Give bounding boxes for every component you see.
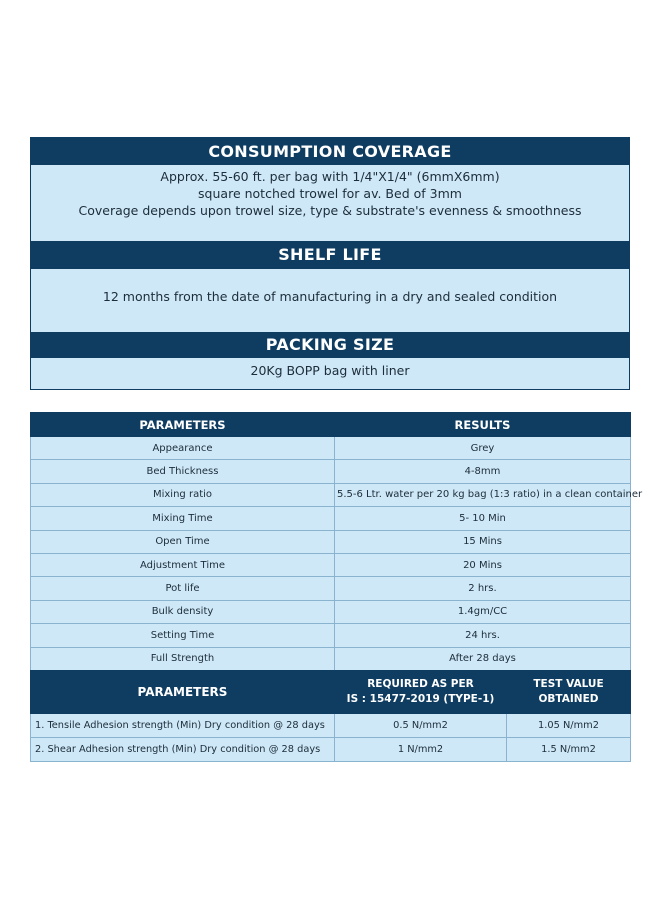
- parameter-cell: Pot life: [31, 577, 335, 600]
- results-header: RESULTS: [335, 413, 631, 437]
- table-row: [31, 437, 631, 460]
- required-header: [335, 671, 507, 714]
- parameter-cell: Bulk density: [31, 600, 335, 623]
- required-header-line: IS : 15477-2019 (TYPE-1): [346, 693, 495, 705]
- table-row: [31, 483, 631, 506]
- test-value-header-line: OBTAINED: [538, 693, 599, 705]
- required-value-cell: 1 N/mm2: [335, 738, 507, 762]
- test-value-cell: 1.05 N/mm2: [507, 714, 631, 738]
- required-value-cell: 0.5 N/mm2: [335, 714, 507, 738]
- product-info-panel: [30, 137, 630, 390]
- parameter-cell: Full Strength: [31, 647, 335, 670]
- table-row: [31, 530, 631, 553]
- parameter-cell: Setting Time: [31, 624, 335, 647]
- consumption-line: Coverage depends upon trowel size, type & substrate's evenness & smoothness: [78, 203, 582, 218]
- result-cell: 24 hrs.: [335, 624, 631, 647]
- table-header-row: [31, 413, 631, 437]
- packing-size-heading: PACKING SIZE: [31, 332, 629, 358]
- result-cell: 15 Mins: [335, 530, 631, 553]
- parameter-cell: Mixing Time: [31, 507, 335, 530]
- parameter-cell: Bed Thickness: [31, 460, 335, 483]
- parameter-cell: Mixing ratio: [31, 483, 335, 506]
- table-row: [31, 738, 631, 762]
- consumption-line: square notched trowel for av. Bed of 3mm: [198, 186, 462, 201]
- result-cell: 5- 10 Min: [335, 507, 631, 530]
- result-cell: Grey: [335, 437, 631, 460]
- test-value-header: [507, 671, 631, 714]
- consumption-coverage-heading: CONSUMPTION COVERAGE: [31, 138, 629, 165]
- consumption-coverage-text: [31, 168, 629, 219]
- packing-size-text: 20Kg BOPP bag with liner: [250, 363, 410, 378]
- parameter-cell: Open Time: [31, 530, 335, 553]
- shelf-life-text: 12 months from the date of manufacturing in a dry and sealed condition: [102, 289, 558, 304]
- shelf-life-heading: SHELF LIFE: [31, 241, 629, 269]
- result-cell: 2 hrs.: [335, 577, 631, 600]
- test-parameter-cell: 1. Tensile Adhesion strength (Min) Dry condition @ 28 days: [31, 714, 335, 738]
- result-cell: After 28 days: [335, 647, 631, 670]
- properties-table: [30, 412, 643, 671]
- test-value-header-line: TEST VALUE: [533, 678, 604, 690]
- result-cell: 5.5-6 Ltr. water per 20 kg bag (1:3 ratio) in a clean container: [335, 483, 631, 506]
- table-row: [31, 600, 631, 623]
- table-row: [31, 577, 631, 600]
- table-row: [31, 553, 631, 576]
- result-cell: 4-8mm: [335, 460, 631, 483]
- table-row: [31, 714, 631, 738]
- table-row: [31, 460, 631, 483]
- parameters-header: PARAMETERS: [31, 413, 335, 437]
- test-value-cell: 1.5 N/mm2: [507, 738, 631, 762]
- table-row: [31, 507, 631, 530]
- parameter-cell: Appearance: [31, 437, 335, 460]
- required-header-line: REQUIRED AS PER: [367, 678, 474, 690]
- table-row: [31, 647, 631, 670]
- test-parameters-header: PARAMETERS: [31, 671, 335, 714]
- table-header-row: [31, 671, 631, 714]
- test-parameter-cell: 2. Shear Adhesion strength (Min) Dry condition @ 28 days: [31, 738, 335, 762]
- table-row: [31, 624, 631, 647]
- result-cell: 20 Mins: [335, 553, 631, 576]
- result-cell: 1.4gm/CC: [335, 600, 631, 623]
- consumption-line: Approx. 55-60 ft. per bag with 1/4"X1/4" (6mmX6mm): [160, 169, 500, 184]
- parameter-cell: Adjustment Time: [31, 553, 335, 576]
- test-results-table: [30, 670, 631, 762]
